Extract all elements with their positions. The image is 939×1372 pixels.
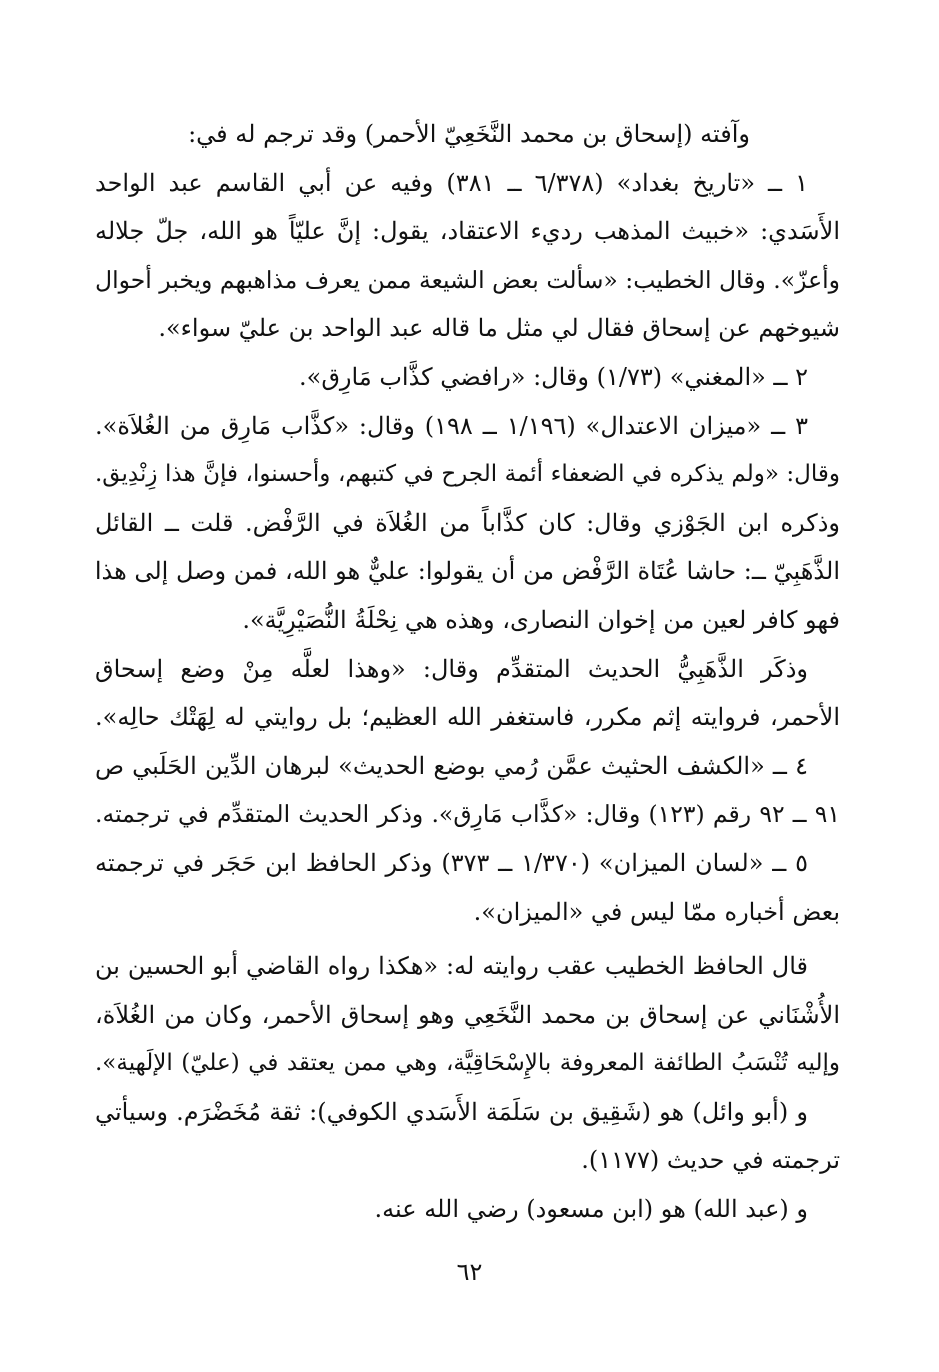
text-line: و (عبد الله) هو (ابن مسعود) رضي الله عنه.: [374, 1195, 808, 1224]
text-line: قال الحافظ الخطيب عقب روايته له: «هكذا رواه القاضي أبو الحسين بن: [95, 952, 808, 981]
page-body: [95, 110, 840, 1234]
text-line: الأُشْنَاني عن إسحاق بن محمد النَّخَعِي وهو إسحاق الأحمر، وكان من الغُلاَة،: [95, 1000, 840, 1029]
page-number-text: ٦٢: [456, 1258, 483, 1286]
text-line: شيوخهم عن إسحاق فقال لي مثل ما قاله عبد الواحد بن عليّ سواء».: [158, 314, 840, 343]
text-line: ٥ ــ «لسان الميزان» (١/٣٧٠ ــ ٣٧٣) وذكر الحافظ ابن حَجَر في ترجمته: [95, 848, 808, 877]
text-line: ٢ ــ «المغني» (١/٧٣) وقال: «رافضي كذَّاب مَارِق».: [299, 362, 808, 391]
text-line: وإليه تُنْسَبُ الطائفة المعروفة بالإِسْحَاقِيَّة، وهي ممن يعتقد في (عليّ) الإلَهية».: [95, 1050, 840, 1077]
text-line: و (أبو وائل) هو (شَقِيق بن سَلَمَة الأَسَدي الكوفي): ثقة مُخَضْرَم. وسيأتي: [95, 1097, 808, 1126]
text-line: ٩١ ــ ٩٢ رقم (١٢٣) وقال: «كذَّاب مَارِق». وذكر الحديث المتقدِّم في ترجمته.: [95, 800, 840, 829]
text-line: الذَّهَبِيّ ــ: حاشا عُتَاة الرَّفْض من أن يقولوا: عليٌّ هو الله، فمن وصل إلى هذا: [94, 557, 840, 586]
text-line: وذكَر الذَّهَبِيُّ الحديث المتقدِّم وقال: «وهذا لعلَّه مِنْ وضع إسحاق: [95, 654, 808, 683]
text-line: ترجمته في حديث (١١٧٧).: [581, 1146, 840, 1175]
text-line: الأَسَدي: «خبيث المذهب رديء الاعتقاد، يقول: إنَّ عليّاً هو الله، جلّ جلاله: [95, 217, 840, 246]
text-line: بعض أخباره ممّا ليس في «الميزان».: [473, 897, 840, 926]
page-number: [0, 1258, 939, 1286]
text-line: وقال: «ولم يذكره في الضعفاء أئمة الجرح في كتبهم، وأحسنوا، فإنَّ هذا زِنْدِيق.: [95, 461, 840, 488]
text-line: ١ ــ «تاريخ بغداد» (٦/٣٧٨ ــ ٣٨١) وفيه عن أبي القاسم عبد الواحد: [95, 168, 809, 197]
text-line: ٣ ــ «ميزان الاعتدال» (١/١٩٦ ــ ١٩٨) وقال: «كذَّاب مَارِق من الغُلاَة».: [95, 411, 809, 440]
text-line: ٤ ــ «الكشف الحثيث عمَّن رُمي بوضع الحديث» لبرهان الدِّين الحَلَبي ص: [95, 751, 808, 780]
text-line: وأعزّ». وقال الخطيب: «سألت بعض الشيعة ممن يعرف مذاهبهم ويخبر أحوال: [95, 265, 840, 294]
text-line: الأحمر، فروايته إثم مكرر، فاستغفر الله العظيم؛ بل روايتي له لِهَتْك حالِه».: [95, 703, 841, 732]
text-line: فهو كافر لعين من إخوان النصارى، وهذه هي نِحْلَةُ النُّصَيْرِيَّة».: [242, 605, 840, 634]
text-line: وآفته (إسحاق بن محمد النَّخَعِيّ الأحمر) وقد ترجم له في:: [188, 120, 750, 148]
text-line: وذكره ابن الجَوْزي وقال: كان كذَّاباً من الغُلاَة في الرَّفْض. قلت ــ القائل: [95, 508, 840, 537]
